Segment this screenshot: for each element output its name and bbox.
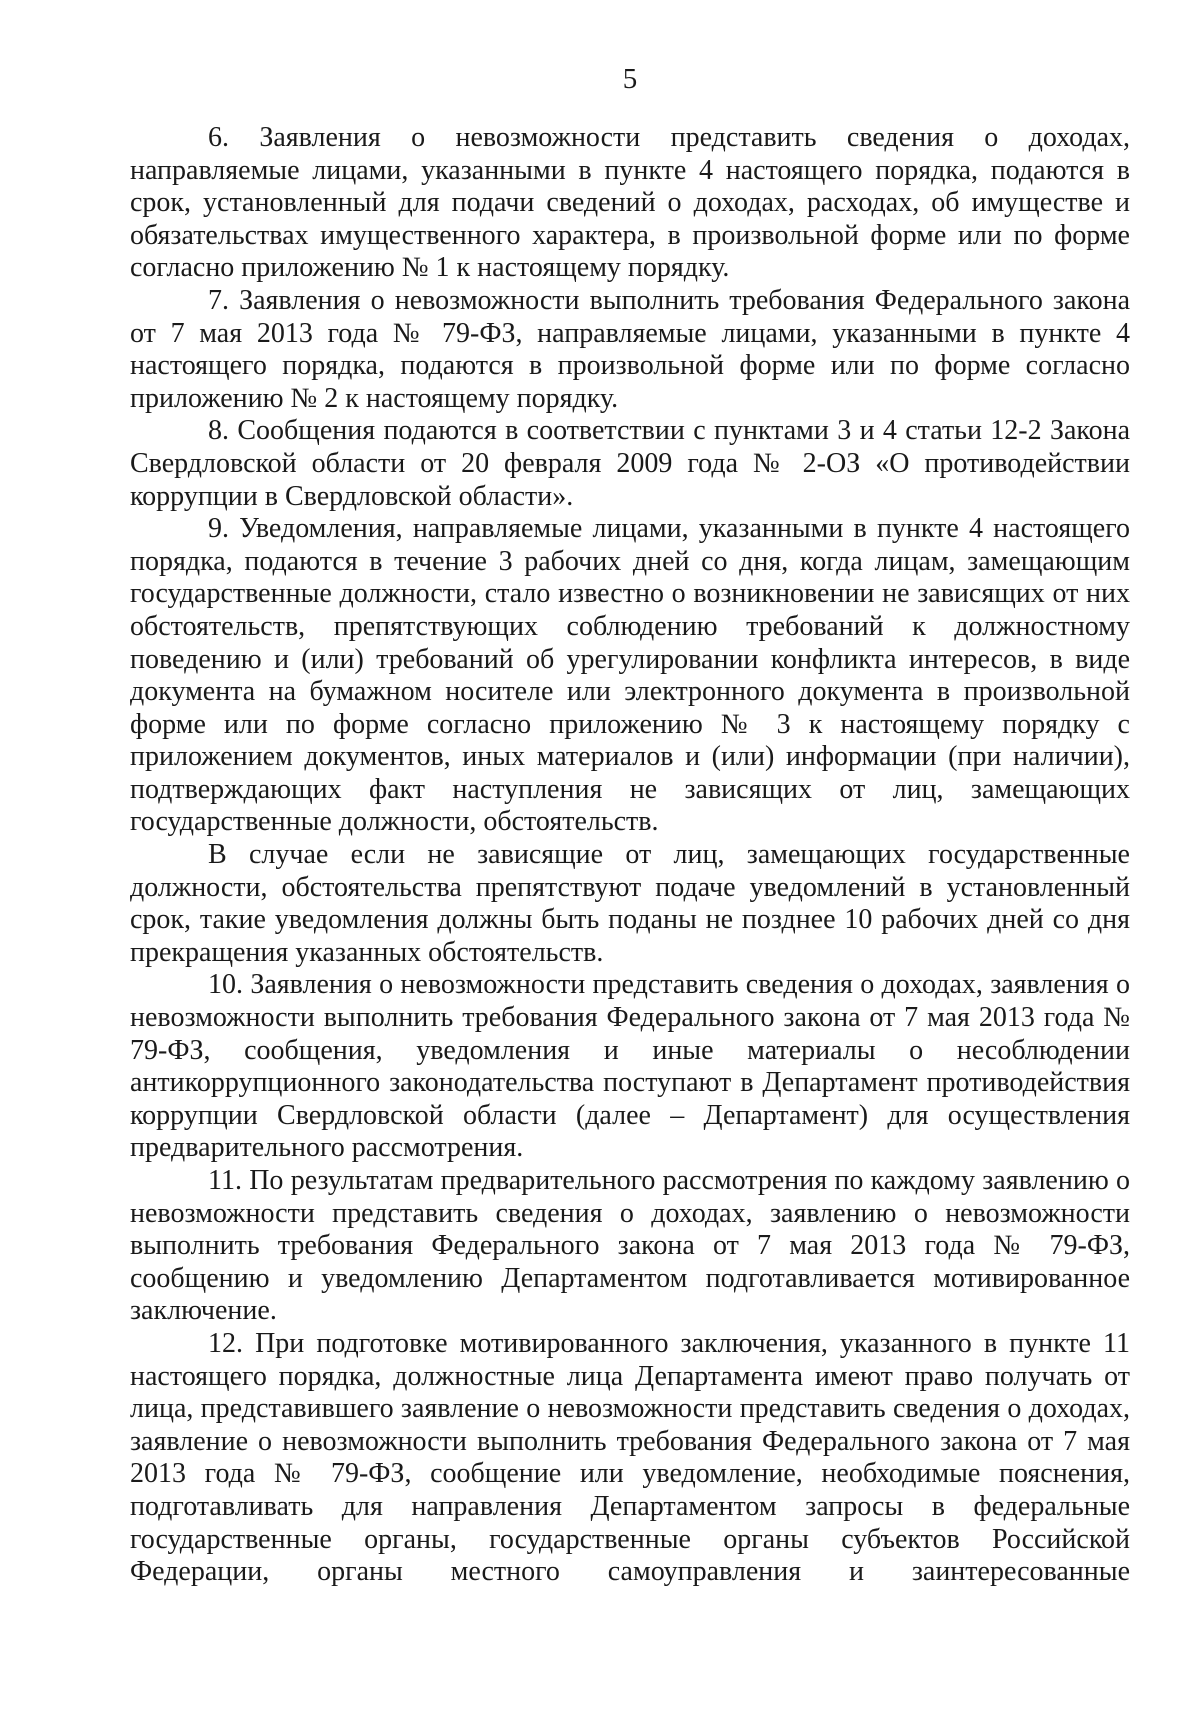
paragraph-9-continuation: В случае если не зависящие от лиц, замещающих государственные должности, обстоятельства препятствуют подаче уведомлений в установленный срок, такие уведомления должны быть поданы не позднее 10 рабочих дней со дня прекращения указанных обстоятельств.: [130, 839, 1130, 968]
paragraph-10: 10. Заявления о невозможности представить сведения о доходах, заявления о невозможности выполнить требования Федерального закона от 7 мая 2013 года № 79-ФЗ, сообщения, уведомления и иные материалы о несоблюдении антикоррупционного законодательства поступают в Департамент противодействия коррупции Свердловской области (далее – Департамент) для осуществления предварительного рассмотрения.: [130, 969, 1130, 1164]
paragraph-12: 12. При подготовке мотивированного заключения, указанного в пункте 11 настоящего порядка, должностные лица Департамента имеют право получать от лица, представившего заявление о невозможности представить сведения о доходах, заявление о невозможности выполнить требования Федерального закона от 7 мая 2013 года № 79-ФЗ, сообщение или уведомление, необходимые пояснения, подготавливать для направления Департаментом запросы в федеральные государственные органы, государственные органы субъектов Российской Федерации, органы местного самоуправления и заинтересованные: [130, 1327, 1130, 1588]
paragraph-8: 8. Сообщения подаются в соответствии с пунктами 3 и 4 статьи 12-2 Закона Свердловской области от 20 февраля 2009 года № 2-ОЗ «О противодействии коррупции в Свердловской области».: [130, 415, 1130, 512]
document-body: [130, 122, 1130, 1589]
paragraph-7: 7. Заявления о невозможности выполнить требования Федерального закона от 7 мая 2013 года № 79-ФЗ, направляемые лицами, указанными в пункте 4 настоящего порядка, подаются в произвольной форме или по форме согласно приложению № 2 к настоящему порядку.: [130, 284, 1130, 414]
paragraph-6: 6. Заявления о невозможности представить сведения о доходах, направляемые лицами, указанными в пункте 4 настоящего порядка, подаются в срок, установленный для подачи сведений о доходах, расходах, об имуществе и обязательствах имущественного характера, в произвольной форме или по форме согласно приложению № 1 к настоящему порядку.: [130, 122, 1130, 284]
page-number: 5: [622, 63, 638, 95]
paragraph-11: 11. По результатам предварительного рассмотрения по каждому заявлению о невозможности представить сведения о доходах, заявлению о невозможности выполнить требования Федерального закона от 7 мая 2013 года № 79-ФЗ, сообщению и уведомлению Департаментом подготавливается мотивированное заключение.: [130, 1165, 1130, 1327]
paragraph-9: 9. Уведомления, направляемые лицами, указанными в пункте 4 настоящего порядка, подаются в течение 3 рабочих дней со дня, когда лицам, замещающим государственные должности, стало известно о возникновении не зависящих от них обстоятельств, препятствующих соблюдению требований к должностному поведению и (или) требований об урегулировании конфликта интересов, в виде документа на бумажном носителе или электронного документа в произвольной форме или по форме согласно приложению № 3 к настоящему порядку с приложением документов, иных материалов и (или) информации (при наличии), подтверждающих факт наступления не зависящих от лиц, замещающих государственные должности, обстоятельств.: [130, 513, 1130, 838]
